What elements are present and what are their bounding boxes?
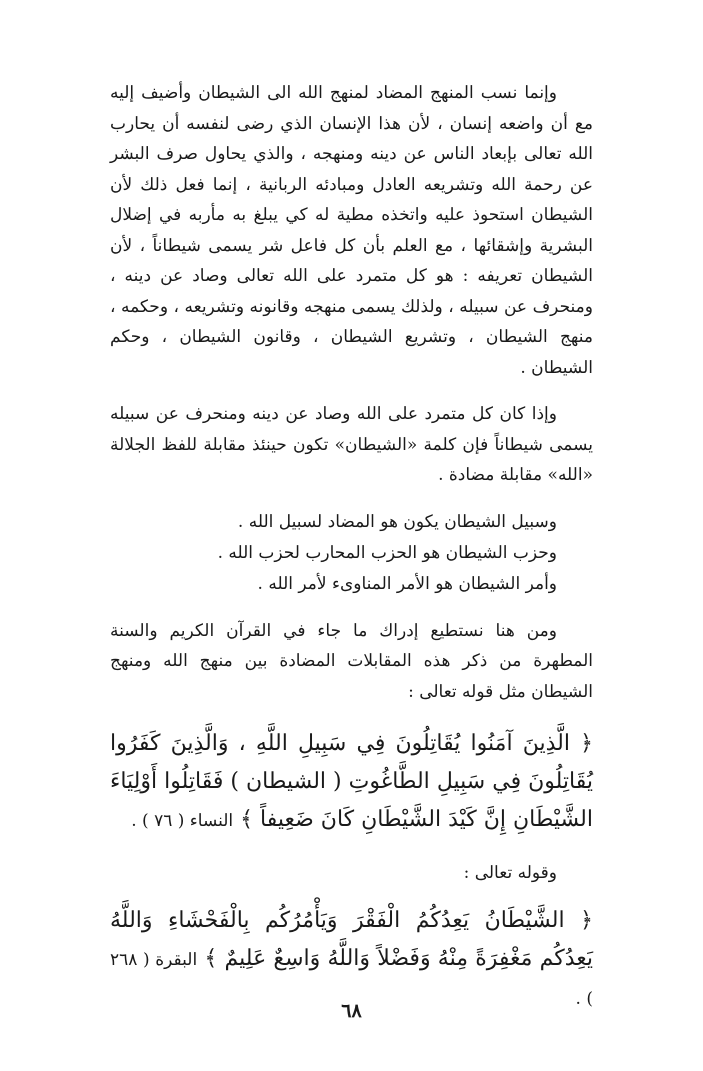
statement-line-3: وأمر الشيطان هو الأمر المناوىء لأمر الله . xyxy=(257,573,557,594)
verse-1-text: ﴿ الَّذِينَ آمَنُوا يُقَاتِلُونَ فِي سَبِيلِ اللَّهِ ، وَالَّذِينَ كَفَرُوا يُقَاتِلُونَ فِي سَبِيلِ الطَّاغُوتِ ( الشيطان ) فَقَاتِلُوا أَوْلِيَاءَ الشَّيْطَانِ إِنَّ كَيْدَ الشَّيْطَانِ كَانَ ضَعِيفاً ﴾ xyxy=(110,731,593,832)
statement-line-2: وحزب الشيطان هو الحزب المحارب لحزب الله . xyxy=(217,542,557,563)
paragraph-3: ومن هنا نستطيع إدراك ما جاء في القرآن الكريم والسنة المطهرة من ذكر هذه المقابلات المضادة بين منهج الله ومنهج الشيطان مثل قوله تعالى : xyxy=(110,620,593,702)
paragraph-1: وإنما نسب المنهج المضاد لمنهج الله الى الشيطان وأضيف إليه مع أن واضعه إنسان ، لأن هذا الإنسان الذي رضى لنفسه أن يحارب الله تعالى بإبعاد الناس عن دينه ومنهجه ، والذي يحاول صرف البشر عن رحمة الله وتشريعه العادل ومبادئه الربانية ، إنما فعل ذلك لأن الشيطان استحوذ عليه واتخذه مطية له كي يبلغ به مأربه في إضلال البشرية وإشقائها ، مع العلم بأن كل فاعل شر يسمى شيطاناً ، لأن الشيطان تعريفه : هو كل متمرد على الله تعالى وصاد عن دينه ، ومنحرف عن سبيله ، ولذلك يسمى منهجه وقانونه وتشريعه ، وحكمه ، منهج الشيطان ، وتشريع الشيطان ، وقانون الشيطان ، وحكم الشيطان . xyxy=(110,83,593,378)
paragraph-2: وإذا كان كل متمرد على الله وصاد عن دينه ومنحرف عن سبيله يسمى شيطاناً فإن كلمة «الشيطان» تكون حينئذ مقابلة للفظ الجلالة «الله» مقابلة مضادة . xyxy=(110,404,593,485)
page-number: ٦٨ xyxy=(341,1000,362,1022)
statement-line-1: وسبيل الشيطان يكون هو المضاد لسبيل الله . xyxy=(237,511,557,532)
verse-1-reference: النساء ( ٧٦ ) . xyxy=(131,811,234,831)
quran-verse-1 xyxy=(110,725,593,840)
verse-2-intro: وقوله تعالى : xyxy=(463,863,557,883)
verse-2-reference: البقرة ( ٢٦٨ ) . xyxy=(110,950,593,1009)
parallel-statements xyxy=(110,507,593,600)
verse-2-text: ﴿ الشَّيْطَانُ يَعِدُكُمُ الْفَقْرَ وَيَأْمُرُكُم بِالْفَحْشَاءِ وَاللَّهُ يَعِدُكُم مَغْفِرَةً مِنْهُ وَفَضْلاً وَاللَّهُ وَاسِعٌ عَلِيمٌ ﴾ xyxy=(110,908,594,971)
